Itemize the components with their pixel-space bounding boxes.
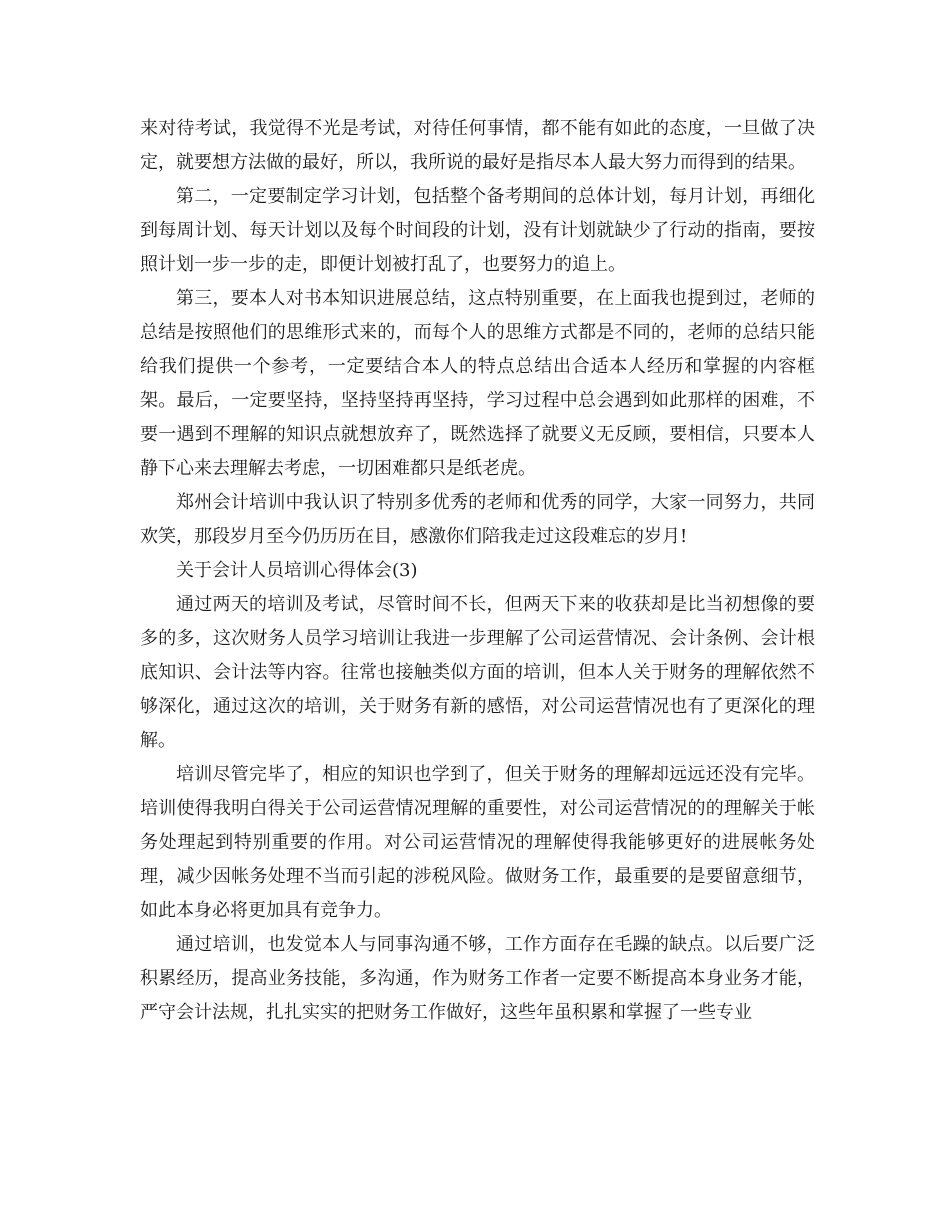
document-body (140, 112, 815, 1030)
paragraph-2: 第二，一定要制定学习计划，包括整个备考期间的总体计划，每月计划，再细化到每周计划、每天计划以及每个时间段的计划，没有计划就缺少了行动的指南，要按照计划一步一步的走，即便计划被打乱了，也要努力的追上。 (140, 186, 815, 275)
paragraph-4: 郑州会计培训中我认识了特别多优秀的老师和优秀的同学，大家一同努力，共同欢笑，那段岁月至今仍历历在目，感激你们陪我走过这段难忘的岁月! (140, 492, 815, 547)
paragraph-7: 通过培训，也发觉本人与同事沟通不够，工作方面存在毛躁的缺点。以后要广泛积累经历，提高业务技能，多沟通，作为财务工作者一定要不断提高本身业务才能，严守会计法规，扎扎实实的把财务工作做好，这些年虽积累和掌握了一些专业 (140, 934, 815, 1023)
paragraph-3: 第三，要本人对书本知识进展总结，这点特别重要，在上面我也提到过，老师的总结是按照他们的思维形式来的，而每个人的思维方式都是不同的，老师的总结只能给我们提供一个参考，一定要结合本人的特点总结出合适本人经历和掌握的内容框架。最后，一定要坚持，坚持坚持再坚持，学习过程中总会遇到如此那样的困难，不要一遇到不理解的知识点就想放弃了，既然选择了就要义无反顾，要相信，只要本人静下心来去理解去考虑，一切困难都只是纸老虎。 (140, 288, 815, 479)
paragraph-5: 通过两天的培训及考试，尽管时间不长，但两天下来的收获却是比当初想像的要多的多，这次财务人员学习培训让我进一步理解了公司运营情况、会计条例、会计根底知识、会计法等内容。往常也接触类似方面的培训，但本人关于财务的理解依然不够深化，通过这次的培训，关于财务有新的感悟，对公司运营情况也有了更深化的理解。 (140, 594, 815, 751)
section-heading: 关于会计人员培训心得体会(3) (176, 560, 418, 581)
paragraph-6: 培训尽管完毕了，相应的知识也学到了，但关于财务的理解却远远还没有完毕。培训使得我明白得关于公司运营情况理解的重要性，对公司运营情况的的理解关于帐务处理起到特别重要的作用。对公司运营情况的理解使得我能够更好的进展帐务处理，减少因帐务处理不当而引起的涉税风险。做财务工作，最重要的是要留意细节，如此本身必将更加具有竞争力。 (140, 764, 815, 921)
paragraph-1: 来对待考试，我觉得不光是考试，对待任何事情，都不能有如此的态度，一旦做了决定，就要想方法做的最好，所以，我所说的最好是指尽本人最大努力而得到的结果。 (140, 118, 815, 173)
